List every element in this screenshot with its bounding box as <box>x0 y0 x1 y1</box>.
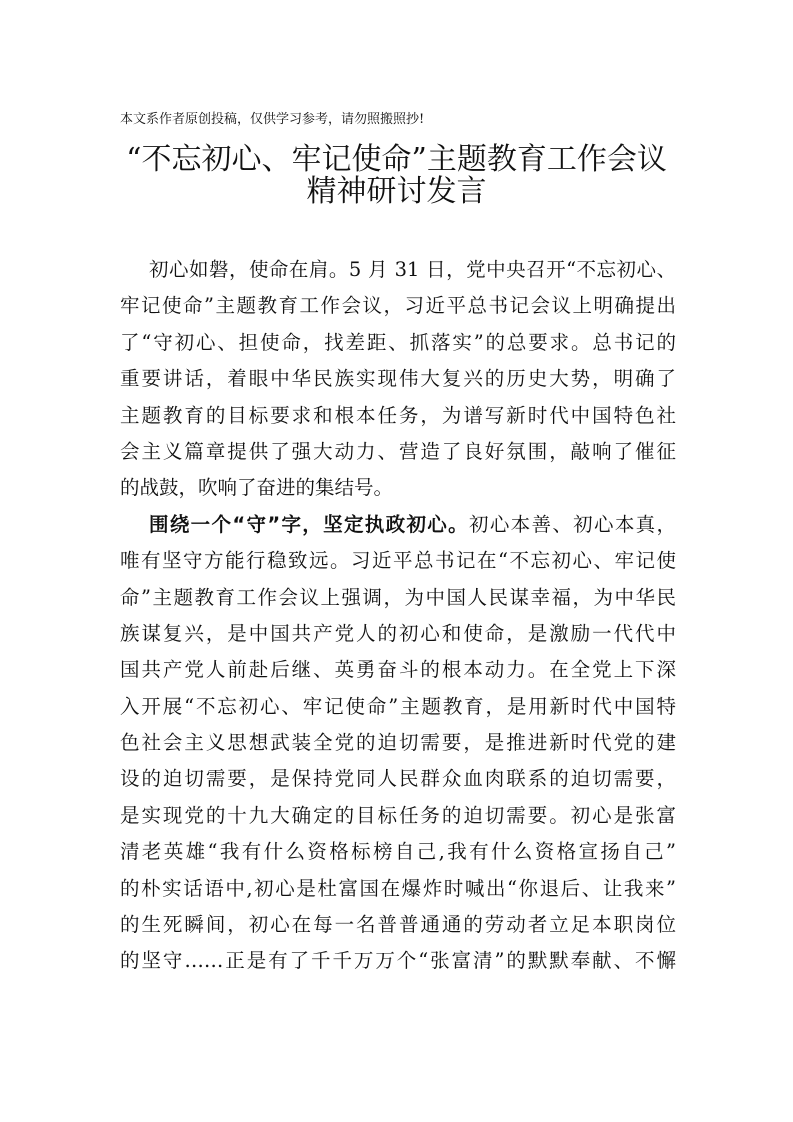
paragraph-1-line: 初心如磐，使命在肩。5 月 31 日，党中央召开“不忘初心、 <box>149 258 676 281</box>
paragraph-1-line: 会主义篇章提供了强大动力、营造了良好氛围，敲响了催征 <box>120 439 676 463</box>
paragraph-2-line: 的朴实话语中,初心是杜富国在爆炸时喊出“你退后、让我来” <box>120 876 676 900</box>
document-body <box>120 252 676 980</box>
paragraph-1-line: 重要讲话，着眼中华民族实现伟大复兴的历史大势，明确了 <box>120 367 676 391</box>
paragraph-2-line: 入开展“不忘初心、牢记使命”主题教育，是用新时代中国特 <box>120 694 676 718</box>
paragraph-1-line: 的战鼓，吹响了奋进的集结号。 <box>120 476 394 500</box>
paragraph-2-first-line <box>120 507 676 543</box>
section-heading: 围绕一个“守”字，坚定执政初心。 <box>149 512 469 536</box>
paragraph-2-line: 是实现党的十九大确定的目标任务的迫切需要。初心是张富 <box>120 803 676 827</box>
paragraph-2-line: 的坚守……正是有了千千万万个“张富清”的默默奉献、不懈 <box>120 949 676 973</box>
paragraph-1-line: 主题教育的目标要求和根本任务，为谱写新时代中国特色社 <box>120 403 676 427</box>
document-title-line-1: “不忘初心、牢记使命”主题教育工作会议 <box>126 142 667 177</box>
paragraph-2-line: 色社会主义思想武装全党的迫切需要，是推进新时代党的建 <box>120 731 676 755</box>
document-title-line-2: 精神研讨发言 <box>306 174 487 209</box>
paragraph-1-line: 牢记使命”主题教育工作会议，习近平总书记会议上明确提出 <box>120 294 676 318</box>
paragraph-2-line: 族谋复兴，是中国共产党人的初心和使命，是激励一代代中 <box>120 621 676 645</box>
paragraph-2-first-line-text: 初心本善、初心本真， <box>468 512 676 536</box>
paragraph-2-line: 国共产党人前赴后继、英勇奋斗的根本动力。在全党上下深 <box>120 658 676 682</box>
paragraph-2-line: 的生死瞬间，初心在每一名普普通通的劳动者立足本职岗位 <box>120 913 676 937</box>
paragraph-2-line: 设的迫切需要，是保持党同人民群众血肉联系的迫切需要， <box>120 767 676 791</box>
paragraph-2-line: 清老英雄“我有什么资格标榜自己,我有什么资格宣扬自己” <box>120 840 676 864</box>
paragraph-2-line: 唯有坚守方能行稳致远。习近平总书记在“不忘初心、牢记使 <box>120 549 676 573</box>
paragraph-1-line: 了“守初心、担使命，找差距、抓落实”的总要求。总书记的 <box>120 330 676 354</box>
paragraph-2-line: 命”主题教育工作会议上强调，为中国人民谋幸福，为中华民 <box>120 585 676 609</box>
author-note: 本文系作者原创投稿，仅供学习参考，请勿照搬照抄! <box>120 112 425 127</box>
